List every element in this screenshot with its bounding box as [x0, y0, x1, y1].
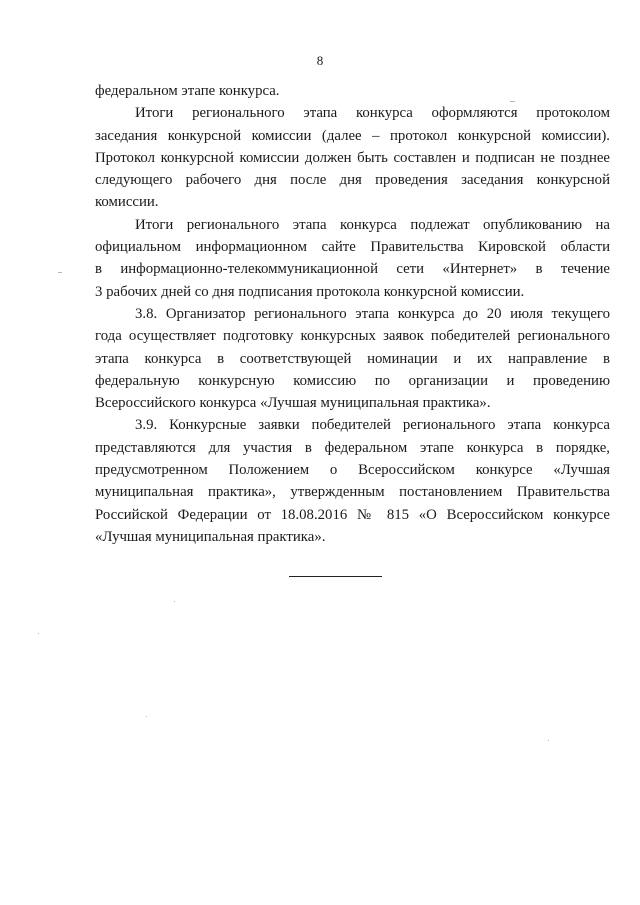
- text-line: Итоги регионального этапа конкурса подлежат опубликованию на: [135, 216, 610, 233]
- text-line: 3 рабочих дней со дня подписания протокола конкурсной комиссии.: [95, 283, 525, 300]
- text-line: 3.9. Конкурсные заявки победителей регионального этапа конкурса: [135, 417, 610, 434]
- page-number: 8: [316, 53, 324, 68]
- text-line: года осуществляет подготовку конкурсных заявок победителей регионального: [95, 328, 610, 345]
- scan-speck: [58, 272, 62, 273]
- text-line: Итоги регионального этапа конкурса оформляются протоколом: [135, 105, 610, 122]
- text-line: официальном информационном сайте Правительства Кировской области: [95, 239, 610, 256]
- paragraph-continuation: [95, 80, 610, 102]
- text-line: муниципальная практика», утвержденным постановлением Правительства: [95, 484, 610, 501]
- end-of-document-rule: [289, 576, 382, 577]
- paragraph-results-publication: [95, 214, 610, 303]
- text-line: в информационно-телекоммуникационной сети «Интернет» в течение: [95, 261, 610, 278]
- text-line: представляются для участия в федеральном этапе конкурса в порядке,: [95, 439, 610, 456]
- document-body: [95, 80, 610, 548]
- text-line: «Лучшая муниципальная практика».: [95, 528, 326, 545]
- text-line: Протокол конкурсной комиссии должен быть составлен и подписан не позднее: [95, 149, 610, 166]
- paragraph-results-protocol: [95, 102, 610, 213]
- paragraph-clause-3-8: [95, 303, 610, 414]
- text-line: предусмотренном Положением о Всероссийском конкурсе «Лучшая: [95, 462, 610, 479]
- text-line: этапа конкурса в соответствующей номинации и их направление в: [95, 350, 610, 367]
- text-line: комиссии.: [95, 194, 159, 211]
- text-line: заседания конкурсной комиссии (далее – протокол конкурсной комиссии).: [95, 127, 610, 144]
- text-line: Российской Федерации от 18.08.2016 № 815 «О Всероссийском конкурсе: [95, 506, 610, 523]
- text-line: 3.8. Организатор регионального этапа конкурса до 20 июля текущего: [135, 305, 610, 322]
- text-line: следующего рабочего дня после дня проведения заседания конкурсной: [95, 172, 610, 189]
- text-line: федеральную конкурсную комиссию по организации и проведению: [95, 372, 610, 389]
- scan-speck: [548, 740, 549, 741]
- paragraph-clause-3-9: [95, 414, 610, 548]
- scan-speck: [510, 101, 515, 102]
- text-line: Всероссийского конкурса «Лучшая муниципальная практика».: [95, 395, 491, 412]
- scan-speck: [38, 633, 39, 634]
- text-line: федеральном этапе конкурса.: [95, 83, 280, 99]
- scan-speck: [146, 716, 147, 717]
- scan-speck: [174, 601, 175, 602]
